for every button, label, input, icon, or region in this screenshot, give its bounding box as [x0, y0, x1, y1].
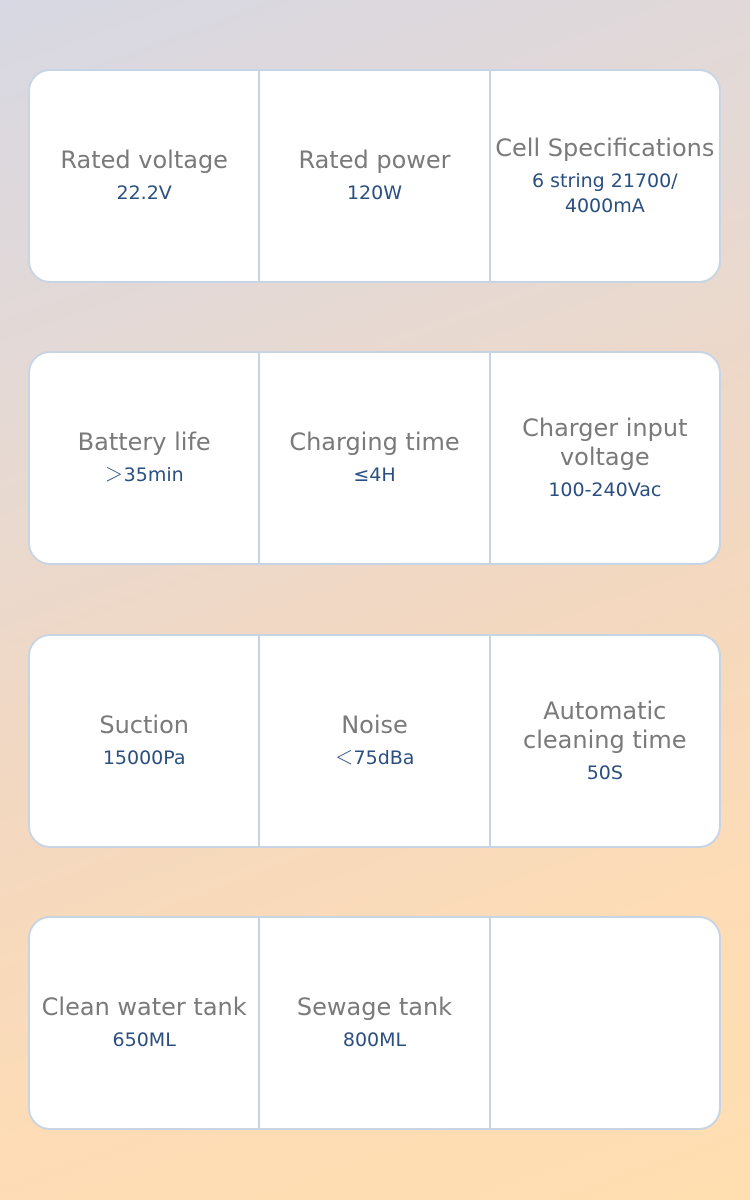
- spec-label: Charger input voltage: [522, 413, 688, 471]
- spec-card-4: [28, 916, 721, 1130]
- spec-label: Battery life: [77, 428, 211, 456]
- spec-cell-cell-specifications: [489, 71, 719, 281]
- spec-label: Rated power: [298, 146, 451, 174]
- spec-card-3: [28, 634, 721, 848]
- spec-value: 50S: [586, 761, 623, 784]
- spec-value: 15000Pa: [102, 747, 186, 769]
- spec-label: Clean water tank: [41, 993, 247, 1021]
- spec-label: Automatic cleaning time: [523, 696, 687, 754]
- spec-cell-noise: [258, 636, 488, 846]
- spec-value: ＜75dBa: [334, 747, 415, 769]
- spec-value: 120W: [346, 182, 403, 204]
- spec-cell-empty: [489, 918, 719, 1128]
- spec-cell-rated-voltage: [30, 71, 258, 281]
- spec-value: 650ML: [112, 1029, 176, 1051]
- spec-cell-rated-power: [258, 71, 488, 281]
- spec-label: Suction: [99, 711, 189, 739]
- spec-cell-suction: [30, 636, 258, 846]
- spec-value: 22.2V: [116, 182, 172, 204]
- spec-value: 800ML: [342, 1029, 407, 1051]
- spec-card-2: [28, 351, 721, 565]
- spec-value: ≤4H: [353, 464, 396, 486]
- spec-label: Noise: [341, 711, 408, 739]
- spec-value: ＞35min: [104, 464, 184, 486]
- spec-cell-battery-life: [30, 353, 258, 563]
- spec-label: Charging time: [289, 428, 460, 456]
- spec-cell-charger-input-voltage: [489, 353, 719, 563]
- spec-cell-clean-water-tank: [30, 918, 258, 1128]
- spec-cell-automatic-cleaning-time: [489, 636, 719, 846]
- spec-label: Cell Specifications: [495, 133, 715, 162]
- spec-card-1: [28, 69, 721, 283]
- spec-value: 6 string 21700/ 4000mA: [532, 169, 678, 217]
- spec-value: 100-240Vac: [548, 478, 662, 501]
- spec-label: Sewage tank: [296, 993, 453, 1021]
- spec-cell-sewage-tank: [258, 918, 488, 1128]
- spec-label: Rated voltage: [60, 146, 228, 174]
- spec-cell-charging-time: [258, 353, 488, 563]
